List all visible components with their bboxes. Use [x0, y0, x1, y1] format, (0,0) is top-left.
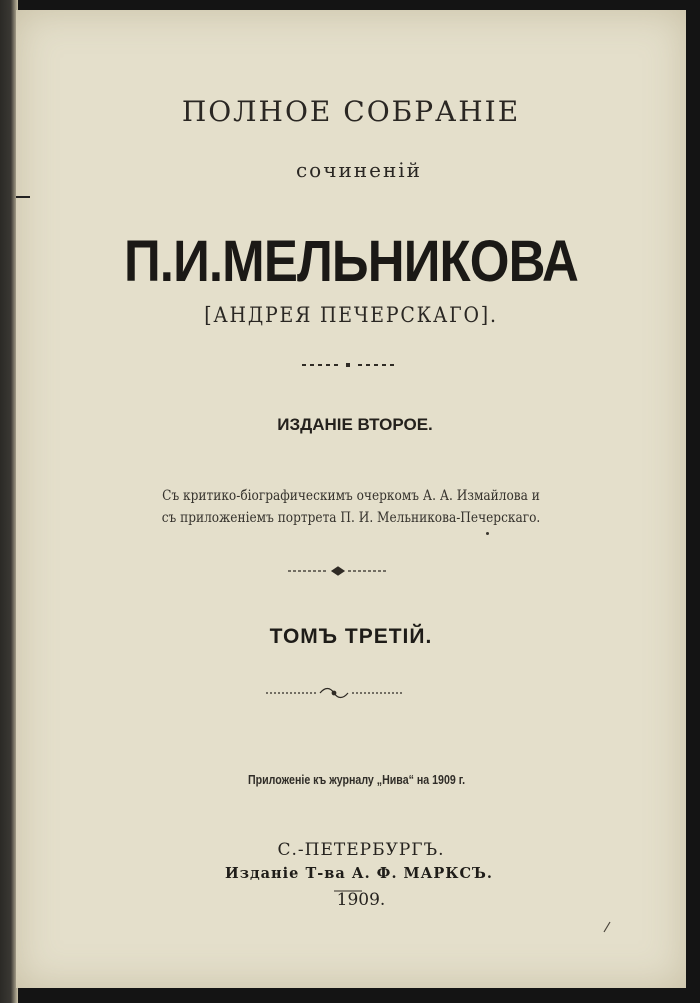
publication-city: С.-ПЕТЕРБУРГЪ.	[277, 840, 445, 860]
author-pseudonym: [АНДРЕЯ ПЕЧЕРСКАГО].	[204, 303, 498, 327]
volume-label: ТОМЪ ТРЕТІЙ.	[269, 625, 433, 648]
supplement-note: Приложеніе къ журналу „Нива“ на 1909 г.	[248, 773, 466, 787]
edition-label: ИЗДАНІЕ ВТОРОЕ.	[277, 415, 433, 434]
essay-note-line-2: съ приложеніемъ портрета П. И. Мельникова-Печерскаго.	[161, 510, 541, 526]
publication-year: 1909.	[336, 890, 386, 910]
title-page	[16, 10, 686, 988]
title-line-2: сочиненій	[295, 158, 423, 182]
publisher-name: Изданіе Т-ва А. Ф. МАРКСЪ.	[225, 865, 493, 882]
paper-speck	[486, 532, 489, 535]
title-line-1: ПОЛНОЕ СОБРАНІЕ	[181, 95, 521, 128]
author-name: П.И.МЕЛЬНИКОВА	[123, 229, 579, 294]
ornament-divider-1	[16, 358, 686, 372]
ornament-divider-3	[16, 686, 686, 700]
binding-mark	[16, 196, 30, 198]
ornament-divider-2	[16, 564, 686, 578]
essay-note-line-1: Съ критико-біографическимъ очеркомъ А. А. Измайлова и	[162, 488, 540, 504]
essay-note	[50, 485, 653, 529]
pencil-mark	[602, 920, 612, 934]
